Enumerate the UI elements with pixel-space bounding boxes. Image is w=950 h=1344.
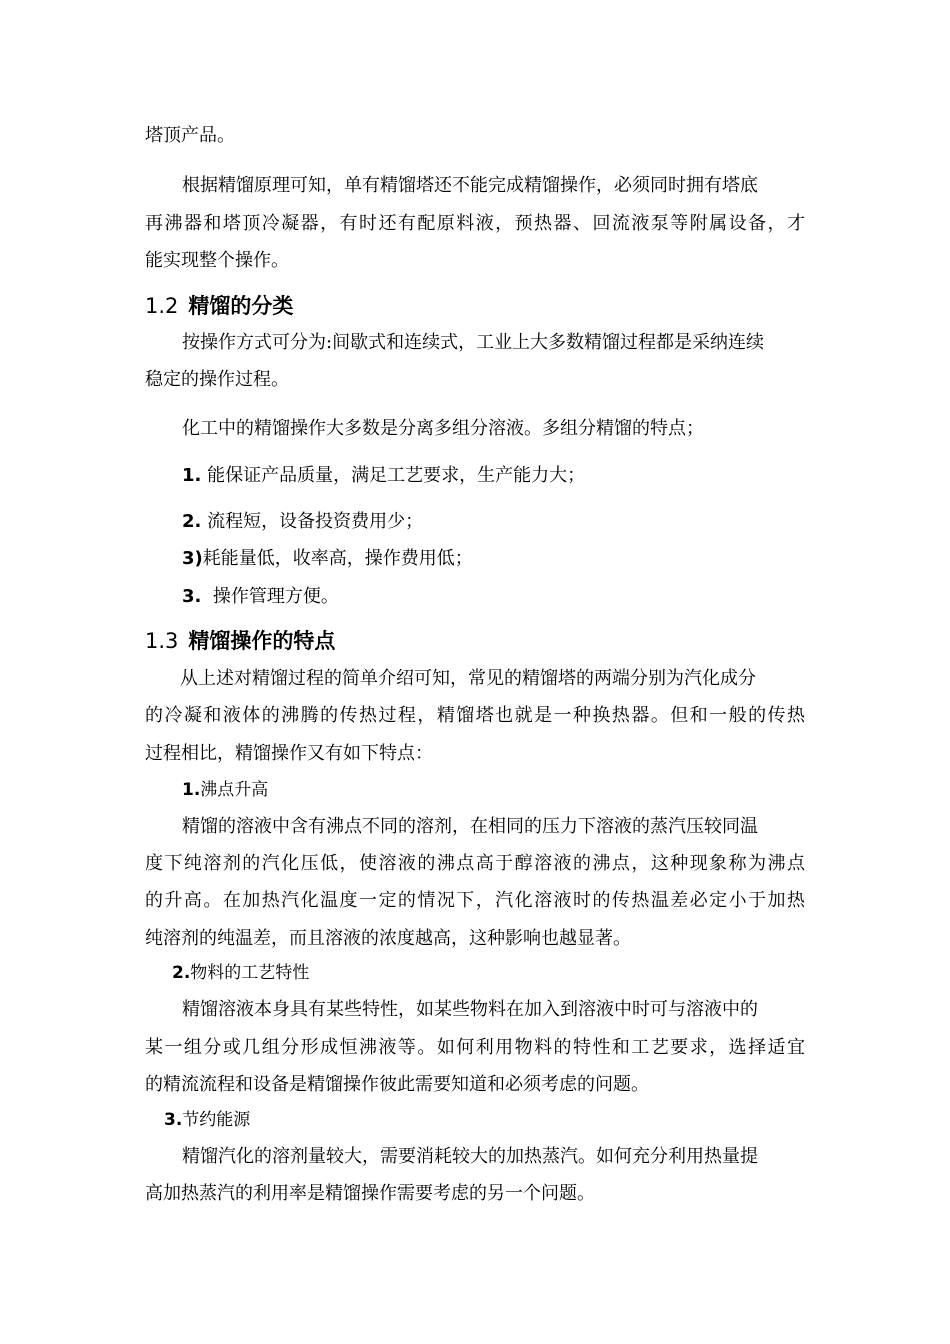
- list-number: 1.: [182, 465, 202, 486]
- paragraph-line: 过程相比，精馏操作又有如下特点：: [145, 743, 433, 764]
- paragraph-line: 纯溶剂的纯温差，而且溶液的浓度越高，这种影响也越显著。: [145, 928, 631, 949]
- section-number: 1.3: [145, 629, 179, 653]
- list-item: [182, 510, 423, 534]
- subheading-number: 2.: [172, 963, 191, 983]
- subheading-number: 1.: [182, 780, 201, 800]
- paragraph-line: 塔顶产品。: [145, 125, 235, 146]
- section-number: 1.2: [145, 294, 179, 318]
- subheading: [172, 961, 309, 985]
- list-number: 3): [182, 548, 203, 569]
- subheading: [164, 1108, 250, 1132]
- paragraph-line: 精馏汽化的溶剂量较大，需要消耗较大的加热蒸汽。如何充分利用热量提: [182, 1146, 758, 1167]
- list-text: 操作管理方便。: [212, 586, 339, 607]
- list-text: 能保证产品质量，满足工艺要求，生产能力大；: [207, 465, 586, 486]
- subheading-text: 物料的工艺特性: [190, 963, 310, 983]
- subheading-text: 沸点升高: [200, 780, 269, 800]
- subheading-number: 3.: [164, 1110, 183, 1130]
- list-text: 耗能量低，收率高，操作费用低；: [202, 548, 473, 569]
- list-number: 2.: [182, 511, 202, 532]
- list-item: [182, 547, 473, 571]
- paragraph-line: 精馏的溶液中含有沸点不同的溶剂，在相同的压力下溶液的蒸汽压较同温: [182, 816, 758, 837]
- paragraph-line: 的升高。在加热汽化温度一定的情况下，汽化溶液时的传热温差必定小于加热: [145, 890, 805, 911]
- subheading: [182, 778, 268, 802]
- paragraph-line: 精馏溶液本身具有某些特性，如某些物料在加入到溶液中时可与溶液中的: [182, 999, 758, 1020]
- list-item: [182, 464, 585, 488]
- section-title: 精馏的分类: [188, 294, 294, 318]
- paragraph-line: 某一组分或几组分形成恒沸液等。如何利用物料的特性和工艺要求，选择适宜: [145, 1037, 805, 1058]
- list-number: 3.: [182, 586, 202, 607]
- paragraph-line: 化工中的精馏操作大多数是分离多组分溶液。多组分精馏的特点；: [182, 418, 704, 439]
- paragraph-line: 高加热蒸汽的利用率是精馏操作需要考虑的另一个问题。: [145, 1183, 595, 1204]
- paragraph-line: 根据精馏原理可知，单有精馏塔还不能完成精馏操作，必须同时拥有塔底: [182, 175, 758, 196]
- paragraph-line: 再沸器和塔顶冷凝器，有时还有配原料液，预热器、回流液泵等附属设备，才: [145, 213, 805, 234]
- list-text: 流程短，设备投资费用少；: [207, 511, 424, 532]
- section-heading-1-2: [145, 292, 293, 320]
- list-item: [182, 585, 339, 609]
- subheading-text: 节约能源: [182, 1110, 251, 1130]
- paragraph-line: 按操作方式可分为:间歇式和连续式，工业上大多数精馏过程都是采纳连续: [182, 332, 765, 353]
- paragraph-line: 的精流流程和设备是精馏操作彼此需要知道和必须考虑的问题。: [145, 1074, 649, 1095]
- paragraph-line: 度下纯溶剂的汽化压低，使溶液的沸点高于醇溶液的沸点，这种现象称为沸点: [145, 853, 805, 874]
- paragraph-line: 能实现整个操作。: [145, 250, 289, 271]
- paragraph-line: 从上述对精馏过程的简单介绍可知，常见的精馏塔的两端分别为汽化成分: [180, 668, 756, 689]
- paragraph-line: 的冷凝和液体的沸腾的传热过程，精馏塔也就是一种换热器。但和一般的传热: [145, 705, 805, 726]
- paragraph-line: 稳定的操作过程。: [145, 369, 289, 390]
- section-heading-1-3: [145, 627, 335, 655]
- section-title: 精馏操作的特点: [188, 629, 336, 653]
